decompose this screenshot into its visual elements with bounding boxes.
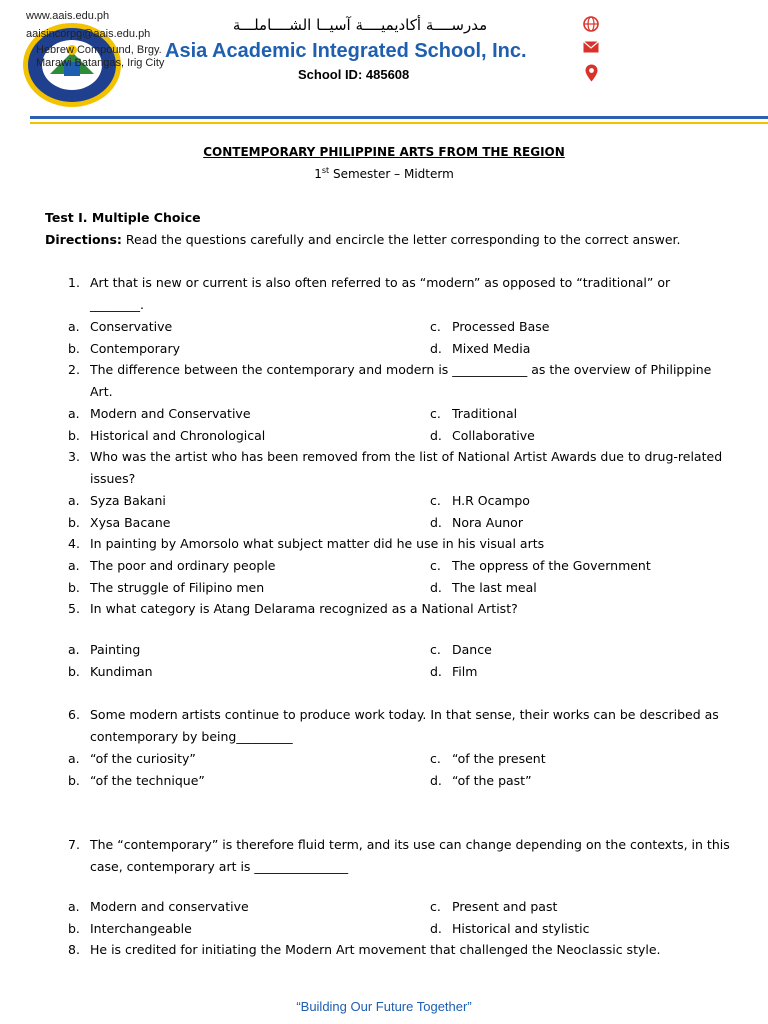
option-text-b: Contemporary	[90, 341, 180, 356]
option-letter-b[interactable]: b.	[68, 773, 80, 788]
question-number: 8.	[68, 942, 80, 957]
location-pin-icon[interactable]	[585, 64, 598, 82]
directions-label: Directions:	[45, 232, 122, 247]
option-letter-d[interactable]: d.	[430, 773, 442, 788]
test-label: Test I. Multiple Choice	[45, 210, 201, 225]
option-letter-a[interactable]: a.	[68, 319, 80, 334]
option-letter-c[interactable]: c.	[430, 319, 441, 334]
option-letter-d[interactable]: d.	[430, 515, 442, 530]
option-letter-d[interactable]: d.	[430, 664, 442, 679]
header-rule-yellow	[30, 122, 768, 124]
question-text: He is credited for initiating the Modern Art movement that challenged the Neoclassic style.	[90, 942, 661, 957]
option-letter-b[interactable]: b.	[68, 341, 80, 356]
option-letter-a[interactable]: a.	[68, 642, 80, 657]
option-letter-d[interactable]: d.	[430, 580, 442, 595]
option-text-d: Collaborative	[452, 428, 535, 443]
option-text-b: Kundiman	[90, 664, 153, 679]
directions-text: Read the questions carefully and encircle the letter corresponding to the correct answer.	[121, 232, 681, 247]
option-letter-c[interactable]: c.	[430, 899, 441, 914]
question-text: The difference between the contemporary and modern is ____________ as the overview of Philippine	[90, 362, 712, 377]
question-text: case, contemporary art is _______________	[90, 859, 349, 874]
semester-text: Semester – Midterm	[329, 167, 454, 181]
question-number: 7.	[68, 837, 80, 852]
question-number: 4.	[68, 536, 80, 551]
option-text-c: Traditional	[452, 406, 518, 421]
question-number: 2.	[68, 362, 80, 377]
option-text-d: Mixed Media	[452, 341, 531, 356]
question-number: 6.	[68, 707, 80, 722]
option-letter-d[interactable]: d.	[430, 341, 442, 356]
option-letter-d[interactable]: d.	[430, 921, 442, 936]
directions	[45, 232, 681, 247]
question-text: issues?	[90, 471, 136, 486]
school-id: School ID: 485608	[298, 67, 410, 82]
option-text-b: “of the technique”	[90, 773, 205, 788]
option-text-a: Conservative	[90, 319, 173, 334]
option-letter-a[interactable]: a.	[68, 558, 80, 573]
option-letter-b[interactable]: b.	[68, 428, 80, 443]
option-letter-c[interactable]: c.	[430, 642, 441, 657]
mail-icon[interactable]	[583, 40, 599, 52]
option-text-c: Dance	[452, 642, 492, 657]
footer-motto: “Building Our Future Together”	[296, 999, 472, 1014]
question-text: Art that is new or current is also often referred to as “modern” as opposed to “traditional” or	[90, 275, 671, 290]
question-text: ________.	[90, 297, 144, 312]
school-name: Asia Academic Integrated School, Inc.	[165, 40, 527, 62]
option-letter-c[interactable]: c.	[430, 558, 441, 573]
option-text-b: Historical and Chronological	[90, 428, 266, 443]
option-text-a: Modern and conservative	[90, 899, 249, 914]
option-text-a: Modern and Conservative	[90, 406, 251, 421]
question-number: 5.	[68, 601, 80, 616]
question-text: The “contemporary” is therefore fluid term, and its use can change depending on the contexts, in this	[90, 837, 730, 852]
option-letter-a[interactable]: a.	[68, 899, 80, 914]
option-text-c: H.R Ocampo	[452, 493, 530, 508]
header-rule-blue	[30, 116, 768, 119]
question-text: In what category is Atang Delarama recognized as a National Artist?	[90, 601, 518, 616]
option-letter-b[interactable]: b.	[68, 580, 80, 595]
address-line2: Marawi Batangas, Irig City	[36, 57, 165, 69]
arabic-school-name: مدرســــة أكاديميــــة آسيــا الشــــاملـــة	[232, 16, 488, 34]
option-letter-a[interactable]: a.	[68, 406, 80, 421]
option-letter-c[interactable]: c.	[430, 493, 441, 508]
option-text-d: “of the past”	[452, 773, 532, 788]
option-text-c: Processed Base	[452, 319, 550, 334]
option-letter-b[interactable]: b.	[68, 664, 80, 679]
semester-number: 1	[314, 167, 322, 181]
option-text-a: The poor and ordinary people	[90, 558, 276, 573]
option-text-b: The struggle of Filipino men	[90, 580, 265, 595]
email-text: aaisincorpg@aais.edu.ph	[26, 28, 151, 40]
option-letter-a[interactable]: a.	[68, 751, 80, 766]
option-letter-d[interactable]: d.	[430, 428, 442, 443]
option-letter-a[interactable]: a.	[68, 493, 80, 508]
question-text: Art.	[90, 384, 113, 399]
option-letter-c[interactable]: c.	[430, 406, 441, 421]
exam-semester	[0, 166, 768, 181]
option-text-a: Painting	[90, 642, 141, 657]
option-text-d: Nora Aunor	[452, 515, 523, 530]
question-number: 3.	[68, 449, 80, 464]
option-text-a: “of the curiosity”	[90, 751, 196, 766]
exam-title: CONTEMPORARY PHILIPPINE ARTS FROM THE REGION	[203, 145, 565, 159]
option-text-c: “of the present	[452, 751, 546, 766]
option-text-d: The last meal	[452, 580, 537, 595]
option-text-d: Historical and stylistic	[452, 921, 590, 936]
option-text-b: Interchangeable	[90, 921, 192, 936]
question-text: Some modern artists continue to produce work today. In that sense, their works can be described as	[90, 707, 719, 722]
option-text-a: Syza Bakani	[90, 493, 166, 508]
globe-icon[interactable]	[583, 16, 599, 32]
option-text-d: Film	[452, 664, 478, 679]
website-text: www.aais.edu.ph	[26, 10, 110, 22]
option-text-c: The oppress of the Government	[452, 558, 651, 573]
option-text-c: Present and past	[452, 899, 558, 914]
option-letter-b[interactable]: b.	[68, 921, 80, 936]
option-letter-b[interactable]: b.	[68, 515, 80, 530]
question-number: 1.	[68, 275, 80, 290]
question-text: Who was the artist who has been removed from the list of National Artist Awards due to drug-related	[90, 449, 723, 464]
option-text-b: Xysa Bacane	[90, 515, 171, 530]
question-text: In painting by Amorsolo what subject matter did he use in his visual arts	[90, 536, 545, 551]
option-letter-c[interactable]: c.	[430, 751, 441, 766]
address-line1: Hebrew Compound, Brgy.	[36, 44, 162, 56]
question-text: contemporary by being_________	[90, 729, 293, 744]
semester-ordinal: st	[321, 166, 330, 175]
